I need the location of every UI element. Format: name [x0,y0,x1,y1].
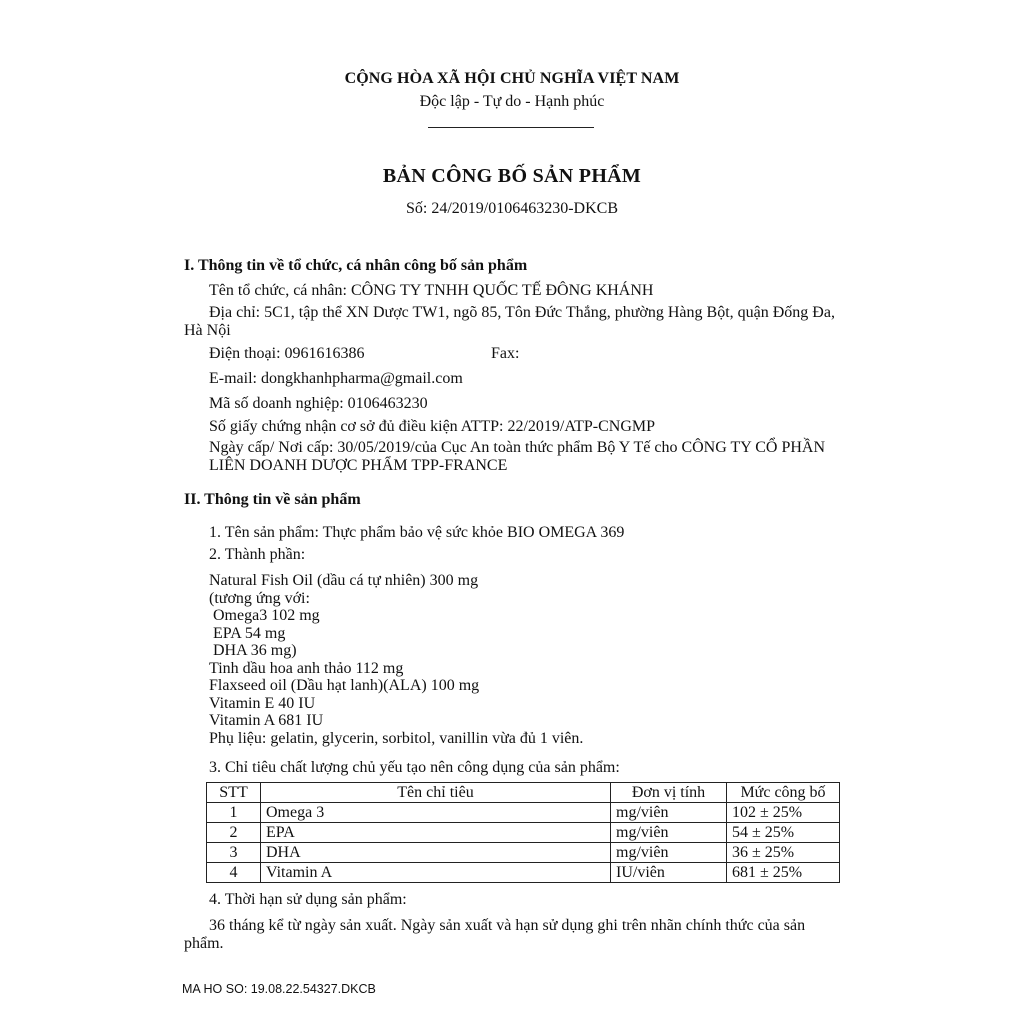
cell-unit: mg/viên [611,843,727,863]
cell-unit: IU/viên [611,863,727,883]
cell-unit: mg/viên [611,823,727,843]
section1-heading: I. Thông tin về tổ chức, cá nhân công bố sản phẩm [184,257,528,274]
col-header-stt: STT [207,783,261,803]
composition-line: Omega3 102 mg [209,607,320,624]
composition-line: Flaxseed oil (Dầu hạt lanh)(ALA) 100 mg [209,677,480,694]
header-divider [428,127,594,128]
org-address: Địa chỉ: 5C1, tập thể XN Dược TW1, ngõ 85, Tôn Đức Thắng, phường Hàng Bột, quận Đống Đa, Hà Nội [184,304,835,339]
document-number: Số: 24/2019/0106463230-DKCB [405,200,618,217]
product-name: 1. Tên sản phẩm: Thực phẩm bảo vệ sức khỏe BIO OMEGA 369 [209,524,625,541]
composition-line: Vitamin E 40 IU [209,694,316,712]
composition-list [209,572,583,747]
composition-line: Phụ liệu: gelatin, glycerin, sorbitol, vanillin vừa đủ 1 viên. [209,729,584,747]
org-fax: Fax: [491,345,520,362]
cell-indicator: EPA [261,823,611,843]
org-phone: Điện thoại: 0961616386 [209,345,365,362]
table-row [207,863,840,883]
cell-indicator: DHA [261,843,611,863]
table-row [207,823,840,843]
quality-table [206,782,840,883]
composition-label: 2. Thành phần: [209,546,306,563]
cell-stt: 3 [207,843,261,863]
composition-line: (tương ứng với: [209,589,310,607]
composition-line: Vitamin A 681 IU [209,712,324,729]
country-heading: CỘNG HÒA XÃ HỘI CHỦ NGHĨA VIỆT NAM [344,70,680,87]
org-certificate: Số giấy chứng nhận cơ sở đủ điều kiện ATTP: 22/2019/ATP-CNGMP [209,418,656,435]
document-title: BẢN CÔNG BỐ SẢN PHẨM [382,165,642,187]
cell-level: 681 ± 25% [727,863,840,883]
org-certificate-issued: Ngày cấp/ Nơi cấp: 30/05/2019/của Cục An toàn thức phẩm Bộ Y Tế cho CÔNG TY CỔ PHẦN LIÊN DOANH DƯỢC PHẨM TPP-FRANCE [209,439,826,474]
composition-line: EPA 54 mg [209,624,286,642]
composition-line: Tinh dầu hoa anh thảo 112 mg [209,659,404,677]
col-header-indicator: Tên chỉ tiêu [261,783,611,803]
motto: Độc lập - Tự do - Hạnh phúc [419,93,605,110]
org-name: Tên tổ chức, cá nhân: CÔNG TY TNHH QUỐC TẾ ĐÔNG KHÁNH [209,282,654,299]
org-tax-code: Mã số doanh nghiệp: 0106463230 [209,395,428,412]
section2-heading: II. Thông tin về sản phẩm [184,491,361,508]
table-row [207,803,840,823]
cell-level: 36 ± 25% [727,843,840,863]
table-header-row [207,783,840,803]
cell-level: 54 ± 25% [727,823,840,843]
cell-stt: 2 [207,823,261,843]
cell-stt: 1 [207,803,261,823]
cell-level: 102 ± 25% [727,803,840,823]
composition-line: DHA 36 mg) [209,642,297,659]
dossier-code: MA HO SO: 19.08.22.54327.DKCB [182,982,376,996]
cell-stt: 4 [207,863,261,883]
org-email: E-mail: dongkhanhpharma@gmail.com [209,370,463,387]
cell-indicator: Omega 3 [261,803,611,823]
quality-label: 3. Chỉ tiêu chất lượng chủ yếu tạo nên công dụng của sản phẩm: [209,759,620,776]
table-row [207,843,840,863]
col-header-declared-level: Mức công bố [727,783,840,803]
col-header-unit: Đơn vị tính [611,783,727,803]
composition-line: Natural Fish Oil (dầu cá tự nhiên) 300 mg [209,572,479,589]
cell-unit: mg/viên [611,803,727,823]
shelf-life-label: 4. Thời hạn sử dụng sản phẩm: [209,891,407,908]
shelf-life-text: 36 tháng kể từ ngày sản xuất. Ngày sản xuất và hạn sử dụng ghi trên nhãn chính thức của sản phẩm. [184,917,806,952]
cell-indicator: Vitamin A [261,863,611,883]
